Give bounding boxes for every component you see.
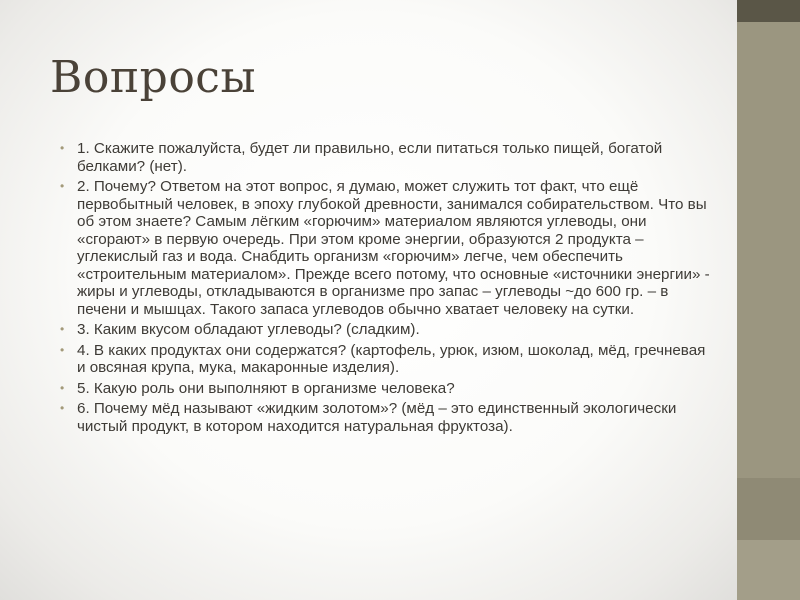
list-item-text: 4. В каких продуктах они содержатся? (картофель, урюк, изюм, шоколад, мёд, гречневая и овсяная крупа, мука, макаронные изделия). (77, 341, 706, 376)
list-item-text: 3. Каким вкусом обладают углеводы? (сладким). (77, 321, 420, 338)
list-item-text: 1. Скажите пожалуйста, будет ли правильно, если питаться только пищей, богатой белками? (нет). (77, 140, 663, 175)
slide-title: Вопросы (50, 52, 256, 103)
bullet-icon: • (60, 141, 65, 155)
question-list (60, 140, 715, 435)
list-item-3 (60, 321, 715, 339)
bullet-icon: • (60, 401, 65, 415)
list-item-2 (60, 178, 715, 318)
list-item-text: 2. Почему? Ответом на этот вопрос, я думаю, может служить тот факт, что ещё первобытный человек, в эпоху глубокой древности, занимался собирательством. Что вы об этом знаете? Самым лёгким «горючим» материалом являются углеводы, они «сгорают» в первую очередь. При этом кроме энергии, образуются 2 продукта – углекислый газ и вода. Снабдить организм «горючим» легче, чем обеспечить «строительным материалом». Прежде всего потому, что основные «источники энергии» - жиры и углеводы, откладываются в организме про запас – углеводы ~до 600 гр. – в печени и мышцах. Такого запаса углеводов обычно хватает человеку на сутки. (77, 178, 710, 318)
side-strip-accent-bottom (737, 540, 800, 600)
list-item-1 (60, 140, 715, 175)
list-item-text: 6. Почему мёд называют «жидким золотом»? (мёд – это единственный экологически чистый продукт, в котором находится натуральная фруктоза). (77, 400, 677, 435)
list-item-4 (60, 342, 715, 377)
list-item-5 (60, 380, 715, 398)
bullet-icon: • (60, 342, 65, 357)
bullet-icon: • (60, 380, 65, 395)
slide-body (60, 140, 715, 438)
list-item-text: 5. Какую роль они выполняют в организме человека? (77, 379, 455, 397)
bullet-icon: • (60, 322, 65, 336)
side-strip-accent-top (737, 0, 800, 22)
bullet-icon: • (60, 179, 65, 193)
list-item-6 (60, 400, 715, 435)
